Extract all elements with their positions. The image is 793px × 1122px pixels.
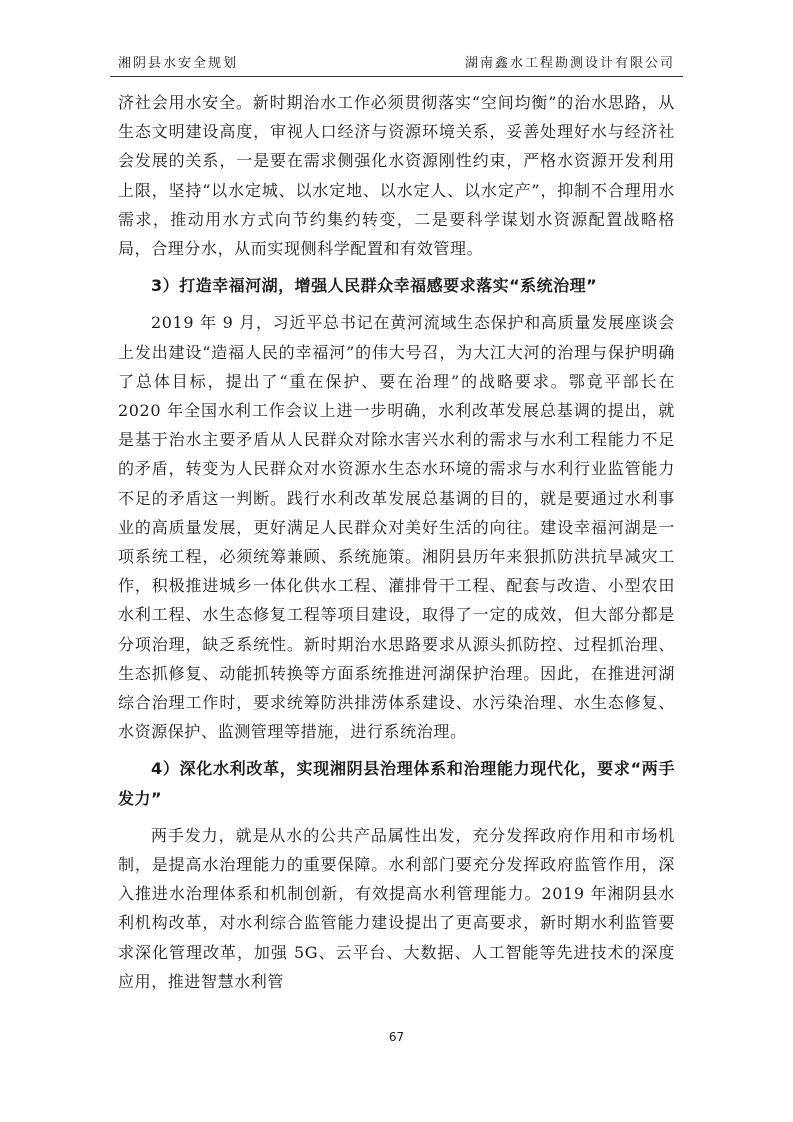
header-company-name: 湖南鑫水工程勘测设计有限公司 [464, 56, 675, 71]
section-heading-4: 4）深化水利改革，实现湘阴县治理体系和治理能力现代化，要求“两手发力” [118, 759, 675, 808]
document-body [118, 88, 675, 996]
header-document-title: 湘阴县水安全规划 [118, 56, 239, 71]
paragraph-two-hands: 两手发力，就是从水的公共产品属性出发，充分发挥政府作用和市场机制，是提高水治理能力的重要保障。水利部门要充分发挥政府监管作用，深入推进水治理体系和机制创新，有效提高水利管理能力。2019 年湘阴县水利机构改革，对水利综合监管能力建设提出了更高要求，新时期水利监管要求深化管理改革，加强 5G、云平台、大数据、人工智能等先进技术的深度应用，推进智慧水利管 [118, 825, 675, 991]
paragraph-continued: 济社会用水安全。新时期治水工作必须贯彻落实“空间均衡”的治水思路，从生态文明建设高度，审视人口经济与资源环境关系，妥善处理好水与经济社会发展的关系，一是要在需求侧强化水资源刚性约束，严格水资源开发利用上限，坚持“以水定城、以水定地、以水定人、以水定产”，抑制不合理用水需求，推动用水方式向节约集约转变，二是要科学谋划水资源配置战略格局，合理分水，从而实现侧科学配置和有效管理。 [118, 93, 675, 259]
header-divider [110, 76, 683, 77]
page-number: 67 [388, 1030, 405, 1044]
paragraph-happy-rivers: 2019 年 9 月，习近平总书记在黄河流域生态保护和高质量发展座谈会上发出建设“造福人民的幸福河”的伟大号召，为大江大河的治理与保护明确了总体目标，提出了“重在保护、要在治理”的战略要求。鄂竟平部长在 2020 年全国水利工作会议上进一步明确，水利改革发展总基调的提出，就是基于治水主要矛盾从人民群众对除水害兴水利的需求与水利工程能力不足的矛盾，转变为人民群众对水资源水生态水环境的需求与水利行业监管能力不足的矛盾这一判断。践行水利改革发展总基调的目的，就是要通过水利事业的高质量发展，更好满足人民群众对美好生活的向往。建设幸福河湖是一项系统工程，必须统筹兼顾、系统施策。湘阴县历年来狠抓防洪抗旱减灾工作，积极推进城乡一体化供水工程、灌排骨干工程、配套与改造、小型农田水利工程、水生态修复工程等项目建设，取得了一定的成效，但大部分都是分项治理，缺乏系统性。新时期治水思路要求从源头抓防控、过程抓治理、生态抓修复、动能抓转换等方面系统推进河湖保护治理。因此，在推进河湖综合治理工作时，要求统筹防洪排涝体系建设、水污染治理、水生态修复、水资源保护、监测管理等措施，进行系统治理。 [118, 313, 675, 742]
section-heading-3: 3）打造幸福河湖，增强人民群众幸福感要求落实“系统治理” [151, 276, 598, 296]
page-header [118, 56, 675, 74]
